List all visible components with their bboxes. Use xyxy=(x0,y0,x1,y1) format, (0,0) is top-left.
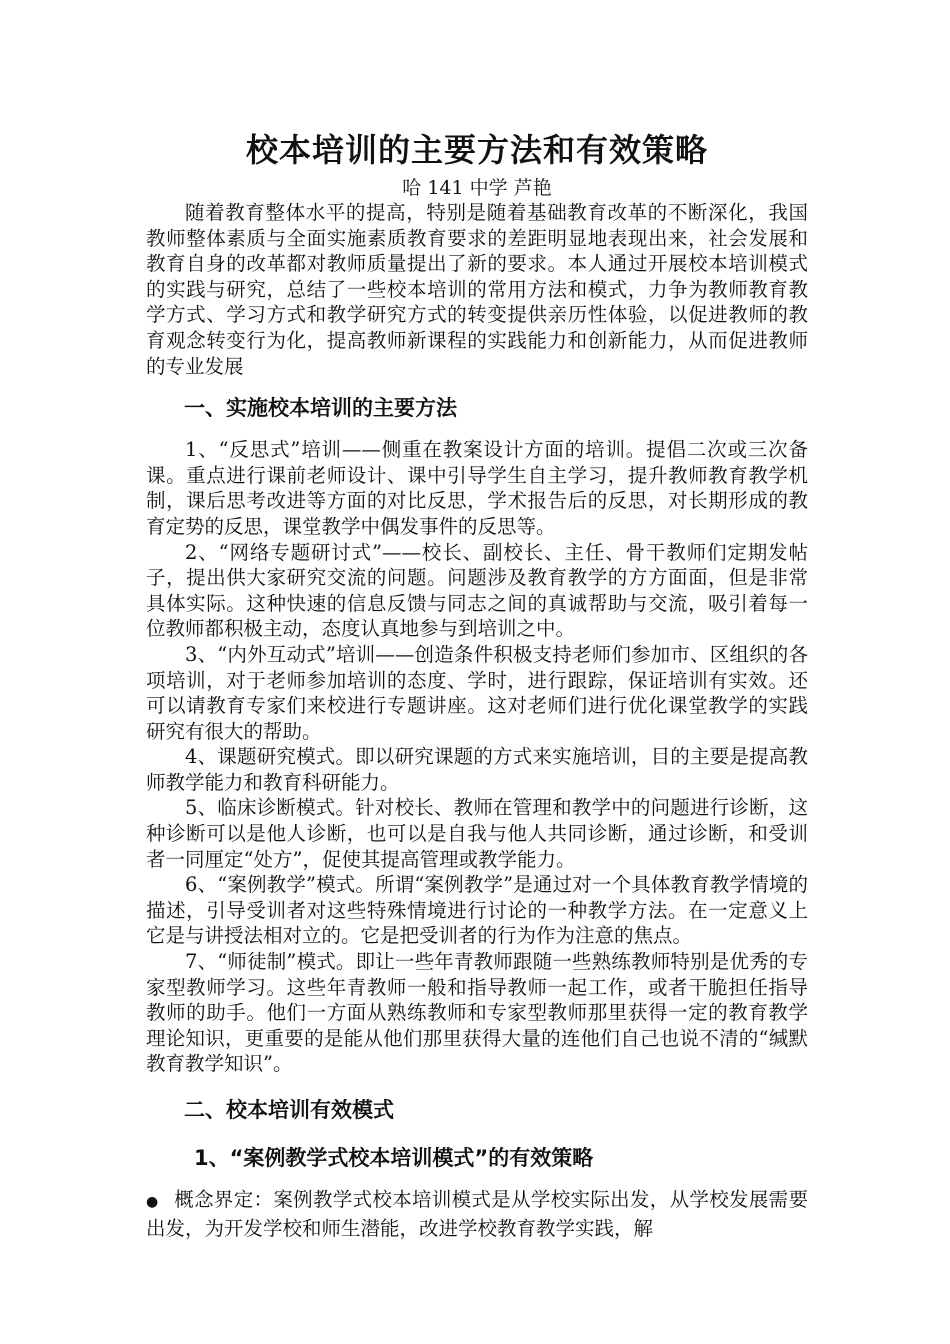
bullet-text: 概念界定：案例教学式校本培训模式是从学校实际出发，从学校发展需要出发，为开发学校和师生潜能，改进学校教育教学实践，解 xyxy=(146,1188,808,1240)
section-heading-2: 二、校本培训有效模式 xyxy=(184,1098,394,1122)
subsection-heading: 1、“案例教学式校本培训模式”的有效策略 xyxy=(194,1146,594,1170)
bullet-icon: ● xyxy=(146,1194,159,1210)
method-item-4: 4、课题研究模式。即以研究课题的方式来实施培训，目的主要是提高教师教学能力和教育科研能力。 xyxy=(146,745,808,794)
section-heading-1: 一、实施校本培训的主要方法 xyxy=(184,396,457,421)
document-title: 校本培训的主要方法和有效策略 xyxy=(245,131,708,169)
bullet-paragraph xyxy=(146,1187,808,1241)
method-item-2: 2、“网络专题研讨式”——校长、副校长、主任、骨干教师们定期发帖子，提出供大家研究交流的问题。问题涉及教育教学的方方面面，但是非常具体实际。这种快速的信息反馈与同志之间的真诚帮助与交流，吸引着每一位教师都积极主动，态度认真地参与到培训之中。 xyxy=(146,540,808,641)
method-item-6: 6、“案例教学”模式。所谓“案例教学”是通过对一个具体教育教学情境的描述，引导受训者对这些特殊情境进行讨论的一种教学方法。在一定意义上它是与讲授法相对立的。它是把受训者的行为作为注意的焦点。 xyxy=(146,873,808,948)
method-item-3: 3、“内外互动式”培训——创造条件积极支持老师们参加市、区组织的各项培训，对于老师参加培训的态度、学时，进行跟踪，保证培训有实效。还可以请教育专家们来校进行专题讲座。这对老师们进行优化课堂教学的实践研究有很大的帮助。 xyxy=(146,642,808,743)
document-author: 哈 141 中学 芦艳 xyxy=(402,177,552,199)
method-item-5: 5、临床诊断模式。针对校长、教师在管理和教学中的问题进行诊断，这种诊断可以是他人诊断，也可以是自我与他人共同诊断，通过诊断，和受训者一同厘定“处方”，促使其提高管理或教学能力。 xyxy=(146,796,808,871)
intro-paragraph: 随着教育整体水平的提高，特别是随着基础教育改革的不断深化，我国教师整体素质与全面实施素质教育要求的差距明显地表现出来，社会发展和教育自身的改革都对教师质量提出了新的要求。本人通过开展校本培训模式的实践与研究，总结了一些校本培训的常用方法和模式，力争为教师教育教学方式、学习方式和教学研究方式的转变提供亲历性体验，以促进教师的教育观念转变行为化，提高教师新课程的实践能力和创新能力，从而促进教师的专业发展 xyxy=(146,201,808,378)
method-item-7: 7、“师徒制”模式。即让一些年青教师跟随一些熟练教师特别是优秀的专家型教师学习。这些年青教师一般和指导教师一起工作，或者干脆担任指导教师的助手。他们一方面从熟练教师和专家型教师那里获得一定的教育教学理论知识，更重要的是能从他们那里获得大量的连他们自己也说不清的“缄默教育教学知识”。 xyxy=(146,950,808,1076)
method-item-1: 1、“反思式”培训——侧重在教案设计方面的培训。提倡二次或三次备课。重点进行课前老师设计、课中引导学生自主学习，提升教师教育教学机制，课后思考改进等方面的对比反思，学术报告后的反思，对长期形成的教育定势的反思，课堂教学中偶发事件的反思等。 xyxy=(146,438,808,538)
document-content xyxy=(146,128,808,1241)
